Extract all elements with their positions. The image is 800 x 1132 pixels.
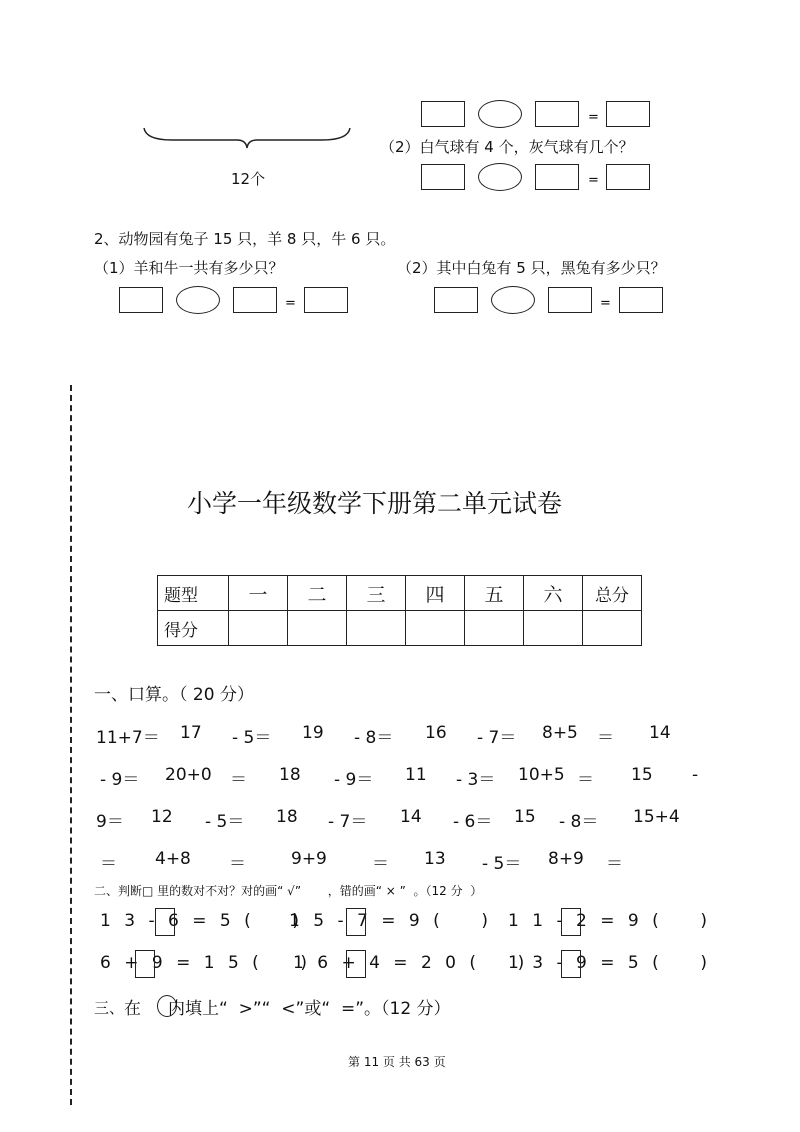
table-cell: 二 [288, 576, 347, 611]
answer-box [421, 101, 465, 127]
operator-oval [491, 286, 535, 314]
answer-box [421, 164, 465, 190]
calc-item: 14 [649, 723, 671, 743]
section-text: 在 [124, 999, 141, 1019]
equals-sign: = [600, 296, 611, 311]
calc-item: ＝ [372, 854, 389, 874]
table-cell: 题型 [158, 576, 229, 611]
table-cell: 四 [406, 576, 465, 611]
calc-item: ＝ [577, 770, 594, 790]
table-cell: 得分 [158, 611, 229, 646]
calc-item: 9+9 [291, 849, 327, 869]
calc-item: 15 [514, 807, 536, 827]
judge-number-box [346, 950, 366, 978]
calc-item: 17 [180, 723, 202, 743]
calc-item: 8+9 [548, 849, 584, 869]
brace-icon [142, 124, 352, 150]
section-heading: 二、判断□ 里的数对不对？对的画“ √” ，错的画“ × ” 。（12 分 ） [94, 884, 483, 898]
answer-box [434, 287, 478, 313]
calc-item: - 8＝ [559, 812, 599, 832]
judge-item: 1 6 + 4 = 2 0 ( ) [293, 953, 529, 973]
answer-box [619, 287, 663, 313]
calc-item: ＝ [100, 854, 117, 874]
calc-item: - 8＝ [354, 728, 394, 748]
calc-item: - 5＝ [482, 854, 522, 874]
answer-box [119, 287, 163, 313]
calc-item: ＝ [229, 854, 246, 874]
calc-item: ＝ [597, 728, 614, 748]
calc-item: - 7＝ [328, 812, 368, 832]
calc-item: - 7＝ [477, 728, 517, 748]
calc-item: 11 [405, 765, 427, 785]
binding-dashed-line [70, 385, 72, 1105]
score-table [157, 575, 642, 646]
calc-item: 11+7＝ [96, 728, 160, 748]
calc-item: 13 [424, 849, 446, 869]
judge-number-box [155, 908, 175, 936]
calc-item: 12 [151, 807, 173, 827]
operator-oval [478, 100, 522, 128]
calc-item: ＝ [230, 770, 247, 790]
calc-item: 10+5 [518, 765, 565, 785]
equals-sign: = [285, 296, 296, 311]
operator-oval [478, 163, 522, 191]
calc-item: - 5＝ [205, 812, 245, 832]
judge-item: 1 1 - 2 = 9 ( ) [508, 911, 711, 931]
calc-item: - 3＝ [456, 770, 496, 790]
operator-oval [176, 286, 220, 314]
equals-sign: = [588, 110, 599, 125]
score-cell [583, 611, 642, 646]
calc-item: 14 [400, 807, 422, 827]
question-stem: 2、动物园有兔子 15 只，羊 8 只，牛 6 只。 [94, 230, 396, 248]
answer-box [606, 164, 650, 190]
calc-item: 4+8 [155, 849, 191, 869]
score-cell [229, 611, 288, 646]
calc-item: - 9＝ [100, 770, 140, 790]
calc-item: 8+5 [542, 723, 578, 743]
calc-item: 9＝ [96, 812, 124, 832]
judge-number-box [561, 908, 581, 936]
section-text: 内填上“ >”“ <”或“ =”。（12 分） [168, 999, 451, 1019]
score-cell [465, 611, 524, 646]
brace-label: 12个 [231, 170, 266, 188]
exam-title: 小学一年级数学下册第二单元试卷 [187, 489, 563, 518]
table-cell: 六 [524, 576, 583, 611]
page-footer: 第 11 页 共 63 页 [348, 1055, 446, 1069]
table-cell: 一 [229, 576, 288, 611]
answer-box [606, 101, 650, 127]
table-cell: 总分 [583, 576, 642, 611]
calc-item: ＝ [606, 854, 623, 874]
calc-item: 18 [279, 765, 301, 785]
judge-item: 6 + 9 = 1 5 ( ) [100, 953, 312, 973]
section-heading: 一、口算。（ 20 分） [94, 685, 254, 705]
section-prefix: 三、 [94, 999, 125, 1017]
sub-question-1: （1）羊和牛一共有多少只？ [94, 259, 284, 277]
calc-item: 19 [302, 723, 324, 743]
calc-item: 20+0 [165, 765, 212, 785]
calc-item: 18 [276, 807, 298, 827]
calc-item: 15 [631, 765, 653, 785]
answer-box [548, 287, 592, 313]
answer-box [535, 101, 579, 127]
equals-sign: = [588, 173, 599, 188]
sub-question-2: （2）其中白兔有 5 只，黑兔有多少只？ [397, 259, 666, 277]
score-cell [524, 611, 583, 646]
table-row [158, 611, 642, 646]
table-row [158, 576, 642, 611]
judge-item: 1 5 - 7 = 9 ( ) [289, 911, 492, 931]
score-cell [288, 611, 347, 646]
judge-number-box [135, 950, 155, 978]
answer-box [304, 287, 348, 313]
judge-item: 1 3 - 9 = 5 ( ) [508, 953, 711, 973]
calc-item: 15+4 [633, 807, 680, 827]
calc-item: - 6＝ [453, 812, 493, 832]
score-cell [406, 611, 465, 646]
table-cell: 五 [465, 576, 524, 611]
judge-item: 1 3 - 6 = 5 ( ) [100, 911, 303, 931]
calc-item: - 5＝ [232, 728, 272, 748]
score-cell [347, 611, 406, 646]
question-text: （2）白气球有 4 个，灰气球有几个？ [380, 138, 634, 156]
judge-number-box [346, 908, 366, 936]
judge-number-box [561, 950, 581, 978]
table-cell: 三 [347, 576, 406, 611]
calc-item: - [692, 765, 699, 785]
calc-item: - 9＝ [334, 770, 374, 790]
calc-item: 16 [425, 723, 447, 743]
answer-box [535, 164, 579, 190]
answer-box [233, 287, 277, 313]
